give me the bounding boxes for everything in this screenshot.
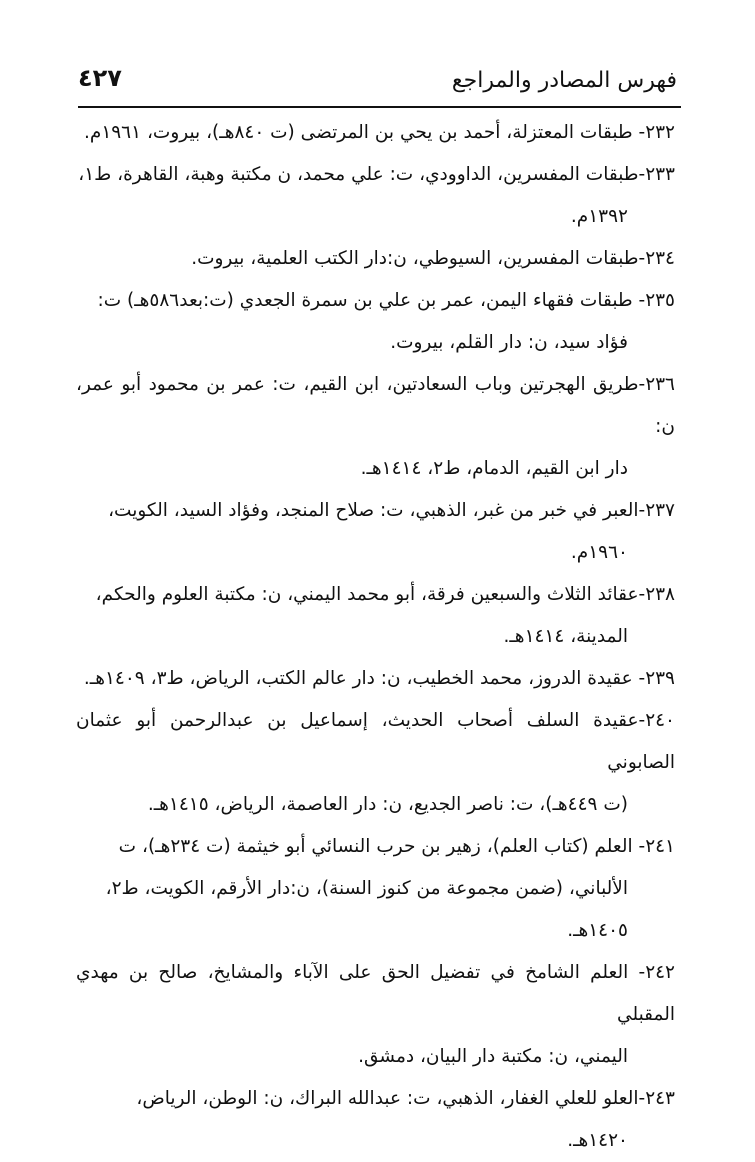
entry-line: ٢٤٠-عقيدة السلف أصحاب الحديث، إسماعيل بن عبدالرحمن أبو عثمان الصابوني bbox=[76, 710, 675, 773]
entry-line: ٢٣٢- طبقات المعتزلة، أحمد بن يحي بن المرتضى (ت ٨٤٠هـ)، بيروت، ١٩٦١م. bbox=[83, 122, 675, 143]
entry-line: ٢٣٧-العبر في خبر من غبر، الذهبي، ت: صلاح المنجد، وفؤاد السيد، الكويت، bbox=[108, 500, 675, 521]
entry-line: ٢٣٨-عقائد الثلاث والسبعين فرقة، أبو محمد اليمني، ن: مكتبة العلوم والحكم، bbox=[95, 584, 675, 605]
page-header bbox=[78, 64, 677, 100]
header-divider bbox=[78, 106, 681, 108]
bibliography-entry-234 bbox=[76, 238, 675, 280]
entry-continuation: فؤاد سيد، ن: دار القلم، بيروت. bbox=[390, 332, 628, 353]
page-number: ٤٢٧ bbox=[78, 64, 122, 92]
entry-continuation: ١٩٦٠م. bbox=[570, 542, 628, 563]
entry-line: ٢٣٥- طبقات فقهاء اليمن، عمر بن علي بن سمرة الجعدي (ت:بعد٥٨٦هـ) ت: bbox=[97, 290, 675, 311]
entry-continuation: ١٤٠٥هـ. bbox=[567, 920, 628, 941]
bibliography-entry-236 bbox=[76, 364, 675, 490]
entry-continuation: الألباني، (ضمن مجموعة من كنوز السنة)، ن:دار الأرقم، الكويت، ط٢، bbox=[105, 878, 628, 899]
bibliography-entry-232 bbox=[76, 112, 675, 154]
entry-continuation: المدينة، ١٤١٤هـ. bbox=[503, 626, 628, 647]
bibliography-entry-241 bbox=[76, 826, 675, 952]
bibliography-entry-238 bbox=[76, 574, 675, 658]
bibliography-entry-242 bbox=[76, 952, 675, 1078]
bibliography-entry-243 bbox=[76, 1078, 675, 1162]
bibliography-list bbox=[76, 112, 675, 1162]
bibliography-entry-239 bbox=[76, 658, 675, 700]
entry-line: ٢٣٩- عقيدة الدروز، محمد الخطيب، ن: دار عالم الكتب، الرياض، ط٣، ١٤٠٩هـ. bbox=[83, 668, 675, 689]
entry-line: ٢٤٢- العلم الشامخ في تفضيل الحق على الآباء والمشايخ، صالح بن مهدي المقبلي bbox=[76, 962, 675, 1025]
entry-continuation: ١٣٩٢م. bbox=[570, 206, 628, 227]
entry-continuation: ١٤٢٠هـ. bbox=[567, 1130, 628, 1151]
entry-line: ٢٤١- العلم (كتاب العلم)، زهير بن حرب النسائي أبو خيثمة (ت ٢٣٤هـ)، ت bbox=[118, 836, 675, 857]
bibliography-entry-235 bbox=[76, 280, 675, 364]
bibliography-entry-237 bbox=[76, 490, 675, 574]
bibliography-entry-233 bbox=[76, 154, 675, 238]
entry-continuation: (ت ٤٤٩هـ)، ت: ناصر الجديع، ن: دار العاصمة، الرياض، ١٤١٥هـ. bbox=[147, 794, 628, 815]
entry-line: ٢٣٤-طبقات المفسرين، السيوطي، ن:دار الكتب العلمية، بيروت. bbox=[191, 248, 675, 269]
entry-continuation: اليمني، ن: مكتبة دار البيان، دمشق. bbox=[358, 1046, 628, 1067]
running-title: فهرس المصادر والمراجع bbox=[451, 68, 677, 93]
entry-line: ٢٤٣-العلو للعلي الغفار، الذهبي، ت: عبدالله البراك، ن: الوطن، الرياض، bbox=[136, 1088, 675, 1109]
entry-line: ٢٣٣-طبقات المفسرين، الداوودي، ت: علي محمد، ن مكتبة وهبة، القاهرة، ط١، bbox=[78, 164, 675, 185]
entry-line: ٢٣٦-طريق الهجرتين وباب السعادتين، ابن القيم، ت: عمر بن محمود أبو عمر، ن: bbox=[76, 374, 675, 437]
entry-continuation: دار ابن القيم، الدمام، ط٢، ١٤١٤هـ. bbox=[360, 458, 628, 479]
bibliography-entry-240 bbox=[76, 700, 675, 826]
